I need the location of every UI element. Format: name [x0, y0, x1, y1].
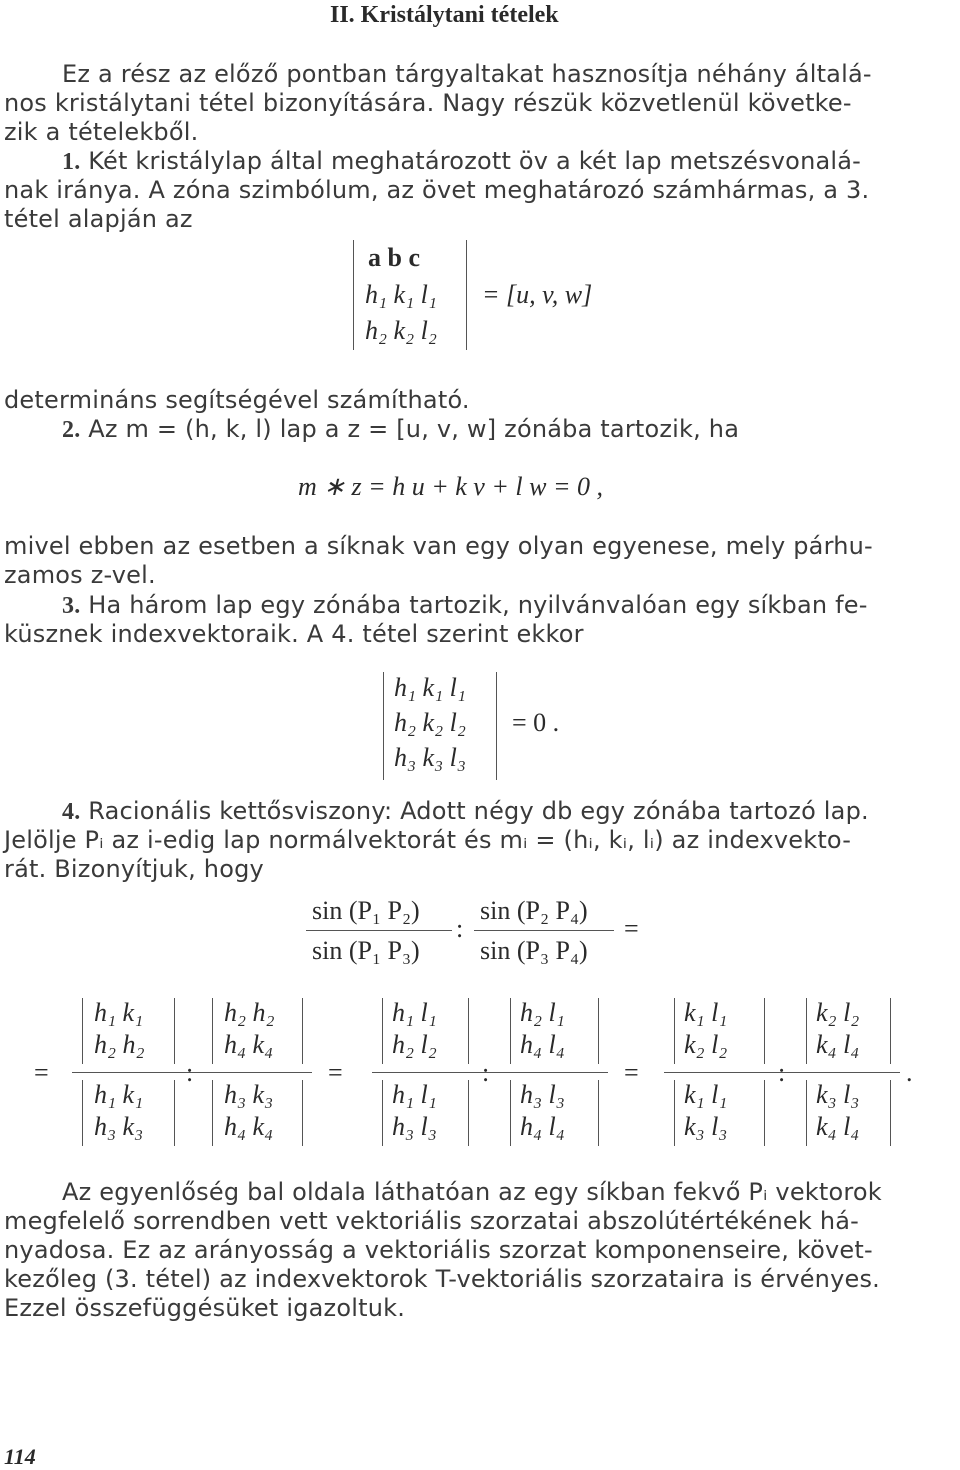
det-eq-1: =: [34, 1058, 49, 1087]
item3-line-1: Ha három lap egy zónába tartozik, nyilvánvalóan egy síkban fe-: [88, 591, 868, 619]
d4n-l: [510, 998, 511, 1064]
frac-colon: :: [456, 914, 464, 943]
closing-line-3: nyadosa. Ez az arányosság a vektoriális szorzat komponenseire, követ-: [4, 1236, 873, 1264]
det-c-den-row-1: h₁ l₁: [392, 1080, 437, 1109]
frac1-numerator: sin (P₁ P₂): [312, 896, 420, 925]
d5d-l: [674, 1080, 675, 1146]
frac-eq: =: [624, 914, 639, 943]
d6n-r: [890, 998, 891, 1064]
det-f-den-row-2: k₄ l₄: [816, 1112, 860, 1141]
item1-first-line: [62, 147, 861, 177]
det-colon-1: :: [186, 1058, 194, 1087]
det-a-num-row-2: h₂ h₂: [94, 1030, 145, 1059]
det2-left-bar: [383, 672, 384, 780]
item1-after: determináns segítségével számítható.: [4, 386, 470, 414]
d6n-l: [806, 998, 807, 1064]
d3n-r: [468, 998, 469, 1064]
page-number: 114: [4, 1444, 36, 1469]
item1-line-3: tétel alapján az: [4, 205, 193, 233]
det2-row-1: h₁ k₁ l₁: [394, 673, 466, 702]
d5d-r: [764, 1080, 765, 1146]
det-colon-2: :: [482, 1058, 490, 1087]
det-a-den-row-1: h₁ k₁: [94, 1080, 144, 1109]
det1-right-bar: [466, 240, 467, 350]
det-f-den-row-1: k₃ l₃: [816, 1080, 860, 1109]
det-d-den-row-1: h₃ l₃: [520, 1080, 565, 1109]
d4d-l: [510, 1080, 511, 1146]
d2n-l: [212, 998, 213, 1064]
det-c-num-row-1: h₁ l₁: [392, 998, 437, 1027]
det-eq-3: =: [624, 1058, 639, 1087]
item2-line-2: mivel ebben az esetben a síknak van egy olyan egyenese, mely párhu-: [4, 532, 873, 560]
det-d-num-row-2: h₄ l₄: [520, 1030, 565, 1059]
item2-line: Az m = (h, k, l) lap a z = [u, v, w] zónába tartozik, ha: [88, 415, 740, 443]
d6d-l: [806, 1080, 807, 1146]
det-frac-bar-2: [372, 1072, 608, 1073]
frac2-denominator: sin (P₃ P₄): [480, 936, 588, 965]
det-a-num-row-1: h₁ k₁: [94, 998, 144, 1027]
item2-first-line: [62, 415, 739, 445]
page-title: II. Kristálytani tételek: [330, 2, 559, 28]
d1n-r: [174, 998, 175, 1064]
det1-row-1: a b c: [368, 243, 420, 272]
closing-line-2: megfelelő sorrendben vett vektoriális szorzatai abszolútértékének há-: [4, 1207, 860, 1235]
d3d-l: [382, 1080, 383, 1146]
closing-line-4: kezőleg (3. tétel) az indexvektorok T-vektoriális szorzataira is érvényes.: [4, 1265, 880, 1293]
item2-formula: m ∗ z = h u + k v + l w = 0 ,: [298, 472, 604, 501]
det-e-num-row-2: k₂ l₂: [684, 1030, 728, 1059]
det-d-num-row-1: h₂ l₁: [520, 998, 565, 1027]
det-f-num-row-1: k₂ l₂: [816, 998, 860, 1027]
intro-line-1: Ez a rész az előző pontban tárgyaltakat hasznosítja néhány általá-: [62, 60, 872, 88]
d1d-l: [82, 1080, 83, 1146]
item4-line-3: rát. Bizonyítjuk, hogy: [4, 855, 264, 883]
det-e-den-row-1: k₁ l₁: [684, 1080, 728, 1109]
det1-left-bar: [353, 240, 354, 350]
frac2-numerator: sin (P₂ P₄): [480, 896, 588, 925]
det-d-den-row-2: h₄ l₄: [520, 1112, 565, 1141]
d1n-l: [82, 998, 83, 1064]
det-colon-3: :: [778, 1058, 786, 1087]
det2-row-3: h₃ k₃ l₃: [394, 743, 466, 772]
det2-right-bar: [496, 672, 497, 780]
intro-line-3: zik a tételekből.: [4, 118, 199, 146]
det-b-den-row-2: h₄ k₄: [224, 1112, 274, 1141]
det-f-num-row-2: k₄ l₄: [816, 1030, 860, 1059]
det-b-den-row-1: h₃ k₃: [224, 1080, 274, 1109]
det-c-den-row-2: h₃ l₃: [392, 1112, 437, 1141]
item1-line-2: nak iránya. A zóna szimbólum, az övet meghatározó számhármas, a 3.: [4, 176, 870, 204]
det1-rhs: = [u, v, w]: [482, 280, 593, 309]
frac1-bar: [306, 930, 452, 931]
intro-line-2: nos kristálytani tétel bizonyítására. Nagy részük közvetlenül követke-: [4, 89, 852, 117]
det1-row-2: h₁ k₁ l₁: [365, 280, 437, 309]
item2-number: 2.: [62, 417, 81, 443]
d2d-l: [212, 1080, 213, 1146]
item1-number: 1.: [62, 149, 81, 175]
frac1-denominator: sin (P₁ P₃): [312, 936, 420, 965]
d3n-l: [382, 998, 383, 1064]
det-e-den-row-2: k₃ l₃: [684, 1112, 728, 1141]
item2-line-3: zamos z-vel.: [4, 561, 156, 589]
d5n-r: [764, 998, 765, 1064]
det-b-num-row-1: h₂ h₂: [224, 998, 275, 1027]
d4n-r: [598, 998, 599, 1064]
d5n-l: [674, 998, 675, 1064]
closing-line-1: Az egyenlőség bal oldala láthatóan az egy síkban fekvő Pᵢ vektorok: [62, 1178, 882, 1206]
det1-row-3: h₂ k₂ l₂: [365, 316, 437, 345]
d2d-r: [302, 1080, 303, 1146]
closing-line-5: Ezzel összefüggésüket igazoltuk.: [4, 1294, 406, 1322]
item3-first-line: [62, 591, 868, 621]
item1-line-1: Két kristálylap által meghatározott öv a két lap metszésvonalá-: [88, 147, 862, 175]
det-end-period: .: [906, 1058, 913, 1087]
item3-line-2: küsznek indexvektoraik. A 4. tétel szerint ekkor: [4, 620, 584, 648]
d4d-r: [598, 1080, 599, 1146]
d2n-r: [302, 998, 303, 1064]
det-e-num-row-1: k₁ l₁: [684, 998, 728, 1027]
det-c-num-row-2: h₂ l₂: [392, 1030, 437, 1059]
item4-number: 4.: [62, 799, 81, 825]
det-a-den-row-2: h₃ k₃: [94, 1112, 144, 1141]
det2-rhs: = 0 .: [512, 708, 560, 737]
item4-first-line: [62, 797, 869, 827]
det-eq-2: =: [328, 1058, 343, 1087]
d3d-r: [468, 1080, 469, 1146]
det2-row-2: h₂ k₂ l₂: [394, 708, 466, 737]
det-b-num-row-2: h₄ k₄: [224, 1030, 274, 1059]
item4-line-2: Jelölje Pᵢ az i-edig lap normálvektorát és mᵢ = (hᵢ, kᵢ, lᵢ) az indexvekto-: [4, 826, 852, 854]
item4-line-1: Racionális kettősviszony: Adott négy db egy zónába tartozó lap.: [88, 797, 869, 825]
d1d-r: [174, 1080, 175, 1146]
d6d-r: [890, 1080, 891, 1146]
item3-number: 3.: [62, 593, 81, 619]
frac2-bar: [474, 930, 614, 931]
